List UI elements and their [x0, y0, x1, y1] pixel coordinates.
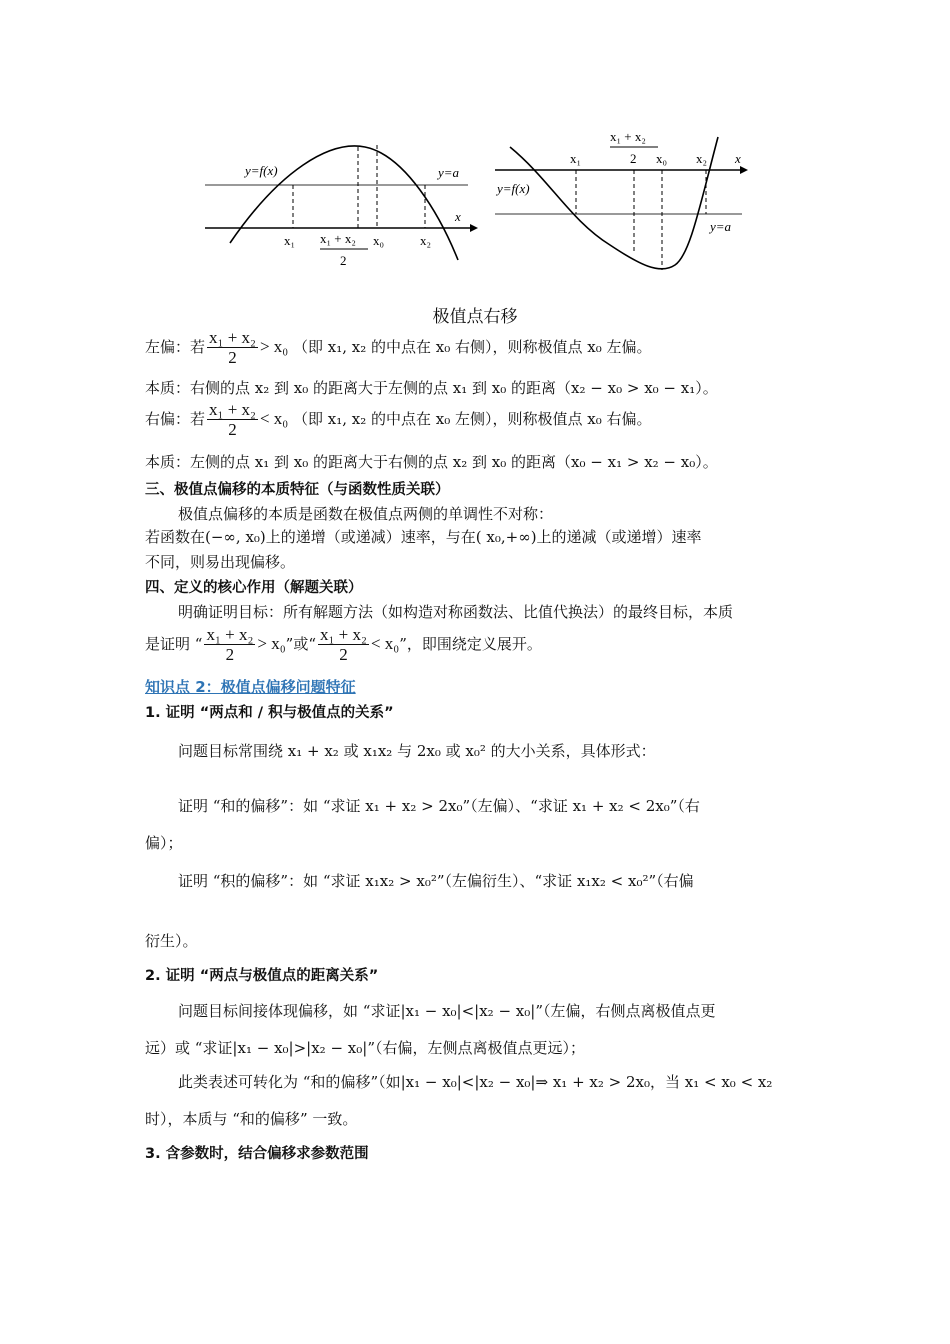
right-x1-label: x₁	[570, 151, 582, 166]
right-x2-label: x₂	[696, 151, 708, 166]
right-x0-label: x₀	[656, 151, 668, 166]
text: 右偏：若	[145, 410, 206, 428]
left-curve-label: y=f(x)	[245, 163, 278, 178]
section-3-para-3: 不同，则易出现偏移。	[145, 553, 296, 571]
subsection-2-heading: 2. 证明 “两点与极值点的距离关系”	[145, 968, 379, 984]
subsection-1-para-1: 问题目标常围绕 x₁ + x₂ 或 x₁x₂ 与 2x₀ 或 x₀² 的大小关系，具体形式：	[178, 742, 656, 760]
denominator: 2	[228, 420, 237, 439]
subsection-1-para-3: 偏）；	[145, 834, 183, 852]
text: ”或“	[285, 635, 316, 653]
section-4-para-1: 明确证明目标：所有解题方法（如构造对称函数法、比值代换法）的最终目标，本质	[178, 603, 734, 621]
section-3-para-1: 极值点偏移的本质是函数在极值点两侧的单调性不对称：	[178, 505, 554, 523]
section-3-heading: 三、极值点偏移的本质特征（与函数性质关联）	[145, 482, 450, 498]
right-mid-num: x₁ + x₂	[610, 129, 646, 144]
subsection-2-para-2: 远）或 “求证|x₁ − x₀|>|x₂ − x₀|”（右偏，左侧点离极值点更远）；	[145, 1039, 585, 1057]
numerator: x₁ + x₂	[206, 625, 254, 644]
left-x0-label: x₀	[373, 233, 385, 248]
subsection-2-para-3: 此类表述可转化为 “和的偏移”（如|x₁ − x₀|<|x₂ − x₀|⇒ x₁ + x₂ > 2x₀，当 x₁ < x₀ < x₂	[178, 1073, 773, 1091]
subsection-1-para-4: 证明 “积的偏移”：如 “求证 x₁x₂ > x₀²”（左偏衍生）、“求证 x₁x₂ < x₀²”（右偏	[178, 872, 694, 890]
text: （即 x₁, x₂ 的中点在 x₀ 右侧），则称极值点 x₀ 左偏。	[293, 338, 652, 356]
relation: < x₀	[370, 634, 400, 653]
denominator: 2	[225, 645, 235, 664]
subsection-1-para-2: 证明 “和的偏移”：如 “求证 x₁ + x₂ > 2x₀”（左偏）、“求证 x₁ + x₂ < 2x₀”（右	[178, 797, 700, 815]
left-x1-label: x₁	[284, 233, 296, 248]
denominator: 2	[228, 348, 237, 367]
right-xaxis-label: x	[735, 151, 741, 166]
text: 左偏：若	[145, 338, 206, 356]
subsection-1-heading: 1. 证明 “两点和 / 积与极值点的关系”	[145, 705, 394, 721]
section-4-heading: 四、定义的核心作用（解题关联）	[145, 580, 363, 596]
left-xaxis-label: x	[455, 209, 461, 224]
denominator: 2	[339, 645, 348, 664]
figure-caption: 极值点右移	[432, 307, 518, 327]
numerator: x₁ + x₂	[209, 328, 256, 347]
numerator: x₁ + x₂	[320, 625, 367, 644]
subsection-1-para-5: 衍生）。	[145, 932, 198, 950]
left-mid-num: x₁ + x₂	[320, 231, 356, 246]
right-line-label: y=a	[710, 219, 732, 234]
left-mid-den: 2	[340, 253, 347, 268]
subsection-3-heading: 3. 含参数时，结合偏移求参数范围	[145, 1146, 369, 1162]
fraction	[207, 400, 258, 440]
subsection-2-para-4: 时），本质与 “和的偏移” 一致。	[145, 1110, 358, 1128]
relation: < x₀	[259, 409, 289, 428]
section-4-para-2	[145, 625, 805, 665]
figure-group	[200, 125, 760, 285]
left-shift-essence: 本质：右侧的点 x₂ 到 x₀ 的距离大于左侧的点 x₁ 到 x₀ 的距离（x₂ − x₀ > x₀ − x₁）。	[145, 379, 718, 397]
text: （即 x₁, x₂ 的中点在 x₀ 左侧），则称极值点 x₀ 右偏。	[293, 410, 652, 428]
knowledge-point-2-heading: 知识点 2：极值点偏移问题特征	[145, 678, 356, 696]
relation: > x₀	[257, 634, 286, 653]
left-graph	[200, 125, 480, 285]
right-shift-definition	[145, 400, 805, 440]
right-curve-label: y=f(x)	[497, 181, 530, 196]
section-3-para-2: 若函数在(−∞, x₀)上的递增（或递减）速率，与在( x₀,+∞)上的递减（或递增）速率	[145, 528, 702, 546]
right-graph	[490, 125, 760, 285]
left-line-label: y=a	[438, 165, 460, 180]
subsection-2-para-1: 问题目标间接体现偏移，如 “求证|x₁ − x₀|<|x₂ − x₀|”（左偏，右侧点离极值点更	[178, 1002, 716, 1020]
right-mid-den: 2	[630, 151, 637, 166]
right-shift-essence: 本质：左侧的点 x₁ 到 x₀ 的距离大于右侧的点 x₂ 到 x₀ 的距离（x₀ − x₁ > x₂ − x₀）。	[145, 453, 718, 471]
fraction	[318, 625, 369, 665]
fraction	[207, 328, 258, 368]
text: ”，即围绕定义展开。	[399, 635, 542, 653]
left-shift-definition	[145, 328, 805, 368]
relation: > x₀	[259, 337, 289, 356]
left-x2-label: x₂	[420, 233, 432, 248]
text: 是证明 “	[145, 635, 203, 653]
numerator: x₁ + x₂	[209, 400, 256, 419]
fraction	[204, 625, 255, 665]
